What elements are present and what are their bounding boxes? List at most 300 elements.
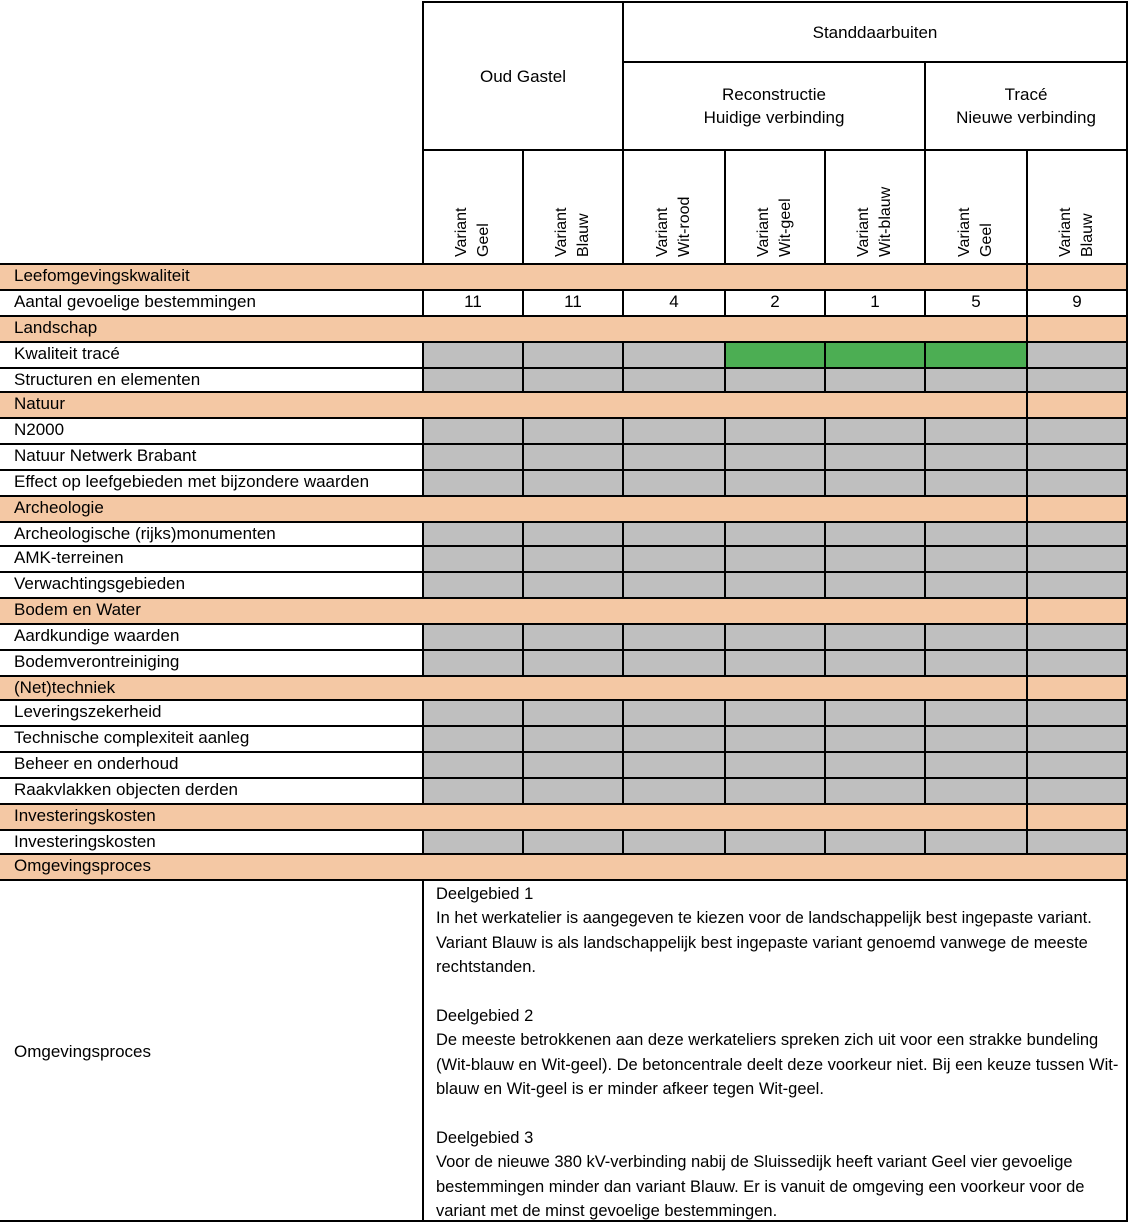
score-cell-grey (623, 624, 725, 650)
score-cell-grey (523, 368, 623, 392)
score-cell-grey (423, 342, 523, 368)
grid-line (422, 700, 424, 726)
grid-line (724, 624, 726, 650)
grid-line (622, 522, 624, 546)
score-cell-grey (925, 444, 1027, 470)
score-cell-grey (725, 752, 825, 778)
variant-header: Variant Wit-geel (755, 198, 794, 257)
score-cell-grey (925, 624, 1027, 650)
grid-line (724, 700, 726, 726)
score-cell-grey (725, 624, 825, 650)
score-cell-grey (1027, 418, 1127, 444)
score-cell-grey (423, 830, 523, 854)
score-cell-grey (925, 726, 1027, 752)
grid-line (0, 367, 1128, 369)
grid-line (0, 571, 1128, 573)
score-cell-grey (623, 726, 725, 752)
value-cell: 2 (770, 292, 780, 311)
score-cell-grey (725, 522, 825, 546)
grid-line (724, 726, 726, 752)
score-cell-grey (1027, 444, 1127, 470)
score-cell-grey (523, 830, 623, 854)
grid-line (522, 624, 524, 650)
grid-line (0, 751, 1128, 753)
score-cell-grey (825, 830, 925, 854)
grid-line (0, 675, 1128, 677)
grid-line (0, 777, 1128, 779)
grid-line (724, 752, 726, 778)
variant-header: Variant Blauw (553, 207, 592, 257)
score-cell-grey (523, 546, 623, 572)
score-cell-grey (623, 572, 725, 598)
criterion-label: Beheer en onderhoud (14, 754, 179, 773)
score-cell-grey (925, 368, 1027, 392)
score-cell-grey (423, 752, 523, 778)
grid-line (1026, 676, 1028, 700)
score-cell-grey (423, 700, 523, 726)
score-cell-grey (423, 726, 523, 752)
grid-line (622, 1, 624, 264)
score-cell-grey (423, 418, 523, 444)
omgeving-text: Deelgebied 1 In het werkatelier is aangegeven te kiezen voor de landschappelijk best ingepaste variant. Variant Blauw is als landschappelijk best ingepaste variant genoemd vanwege de meeste rechtstanden. Deelgebied 2 De meeste betrokkenen aan deze werkateliers spreken zich uit voor een strakke bundeling (Wit-blauw en Wit-geel). De betoncentrale deelt deze voorkeur niet. Bij een keuze tussen Wit-blauw en Wit-geel is er minder afkeer tegen Wit-geel. Deelgebied 3 Voor de nieuwe 380 kV-verbinding nabij de Sluissedijk heeft variant Geel vier gevoelige bestemmingen minder dan variant Blauw. Er is vanuit de omgeving een voorkeur voor de variant met de minst gevoelige bestemmingen. (436, 885, 1119, 1221)
score-cell-grey (523, 624, 623, 650)
score-cell-grey (925, 470, 1027, 496)
score-cell-grey (623, 752, 725, 778)
score-cell-grey (825, 444, 925, 470)
grid-line (622, 700, 624, 726)
grid-line (1026, 778, 1028, 804)
grid-line (622, 624, 624, 650)
score-cell-grey (523, 572, 623, 598)
grid-line (522, 470, 524, 496)
grid-line (423, 1, 1128, 3)
score-cell-grey (423, 572, 523, 598)
score-cell-grey (623, 444, 725, 470)
grid-line (724, 470, 726, 496)
grid-line (824, 546, 826, 572)
variant-header: Variant Blauw (1057, 207, 1096, 257)
grid-line (422, 572, 424, 598)
grid-line (1026, 650, 1028, 676)
grid-line (522, 572, 524, 598)
score-cell-grey (523, 522, 623, 546)
grid-line (0, 443, 1128, 445)
value-cell: 11 (464, 292, 482, 311)
score-cell-grey (623, 546, 725, 572)
grid-line (1026, 392, 1028, 418)
grid-line (724, 522, 726, 546)
grid-line (622, 418, 624, 444)
score-cell-grey (725, 470, 825, 496)
grid-line (824, 830, 826, 854)
score-cell-grey (1027, 650, 1127, 676)
grid-line (423, 149, 1128, 151)
score-cell-grey (1027, 572, 1127, 598)
grid-line (0, 417, 1128, 419)
grid-line (924, 700, 926, 726)
grid-line (1026, 444, 1028, 470)
grid-line (422, 624, 424, 650)
grid-line (924, 778, 926, 804)
score-cell-grey (523, 470, 623, 496)
grid-line (0, 803, 1128, 805)
value-cell: 11 (564, 292, 582, 311)
score-cell-grey (623, 368, 725, 392)
grid-line (724, 830, 726, 854)
grid-line (422, 418, 424, 444)
score-cell-grey (523, 418, 623, 444)
score-cell-grey (725, 778, 825, 804)
criterion-label: Technische complexiteit aanleg (14, 728, 250, 747)
grid-line (1026, 804, 1028, 830)
score-cell-grey (523, 342, 623, 368)
value-cell: 9 (1072, 292, 1082, 311)
grid-line (824, 778, 826, 804)
grid-line (924, 726, 926, 752)
score-cell-grey (725, 650, 825, 676)
grid-line (1026, 470, 1028, 496)
grid-line (824, 624, 826, 650)
grid-line (0, 879, 1128, 881)
omgeving-label: Omgevingsproces (14, 1041, 152, 1061)
score-cell-grey (523, 444, 623, 470)
grid-line (422, 444, 424, 470)
grid-line (0, 521, 1128, 523)
grid-line (622, 546, 624, 572)
grid-line (824, 700, 826, 726)
grid-line (0, 263, 1128, 265)
grid-line (0, 469, 1128, 471)
grid-line (422, 522, 424, 546)
score-cell-grey (523, 700, 623, 726)
score-cell-grey (523, 726, 623, 752)
grid-line (422, 546, 424, 572)
grid-line (0, 495, 1128, 497)
criterion-label: Investeringskosten (14, 832, 156, 851)
grid-line (824, 470, 826, 496)
header-reconstructie: Reconstructie Huidige verbinding (703, 85, 845, 127)
score-cell-grey (1027, 368, 1127, 392)
grid-line (1026, 496, 1028, 522)
grid-line (0, 341, 1128, 343)
grid-line (824, 149, 826, 264)
score-cell-grey (423, 470, 523, 496)
score-cell-grey (623, 522, 725, 546)
grid-line (1026, 264, 1028, 290)
grid-line (1026, 418, 1028, 444)
score-cell-grey (825, 778, 925, 804)
score-cell-grey (423, 778, 523, 804)
score-cell-grey (925, 700, 1027, 726)
grid-line (622, 726, 624, 752)
score-cell-grey (1027, 778, 1127, 804)
criterion-label: Bodemverontreiniging (14, 652, 180, 671)
score-cell-grey (825, 700, 925, 726)
grid-line (924, 418, 926, 444)
score-cell-grey (725, 368, 825, 392)
score-cell-grey (925, 830, 1027, 854)
grid-line (422, 778, 424, 804)
grid-line (0, 623, 1128, 625)
score-cell-grey (1027, 342, 1127, 368)
score-cell-grey (725, 830, 825, 854)
score-cell-grey (423, 650, 523, 676)
header-oud-gastel: Oud Gastel (480, 66, 566, 86)
grid-line (522, 650, 524, 676)
grid-line (724, 290, 726, 316)
grid-line (522, 700, 524, 726)
grid-line (1026, 316, 1028, 342)
grid-line (1026, 830, 1028, 854)
section-label: Archeologie (14, 498, 104, 517)
grid-line (1026, 624, 1028, 650)
section-label: Investeringskosten (14, 806, 156, 825)
criterion-label: Archeologische (rijks)monumenten (14, 524, 276, 543)
criterion-label: Leveringszekerheid (14, 702, 162, 721)
grid-line (824, 650, 826, 676)
score-cell-grey (623, 470, 725, 496)
grid-line (924, 444, 926, 470)
score-cell-grey (925, 418, 1027, 444)
score-cell-grey (925, 572, 1027, 598)
score-cell-grey (1027, 830, 1127, 854)
grid-line (824, 342, 826, 368)
section-label: Omgevingsproces (14, 856, 152, 875)
score-cell-grey (725, 546, 825, 572)
grid-line (622, 470, 624, 496)
grid-line (824, 752, 826, 778)
grid-line (724, 418, 726, 444)
score-cell-grey (725, 418, 825, 444)
score-cell-grey (825, 624, 925, 650)
grid-line (0, 289, 1128, 291)
grid-line (824, 444, 826, 470)
grid-line (0, 597, 1128, 599)
section-label: Leefomgevingskwaliteit (14, 266, 190, 285)
grid-line (522, 830, 524, 854)
score-cell-grey (825, 546, 925, 572)
grid-line (924, 624, 926, 650)
grid-line (623, 61, 1128, 63)
omgeving-label-cell (0, 880, 423, 1222)
grid-line (924, 368, 926, 392)
grid-line (622, 650, 624, 676)
grid-line (1026, 572, 1028, 598)
criterion-label: Raakvlakken objecten derden (14, 780, 238, 799)
grid-line (824, 726, 826, 752)
grid-line (0, 829, 1128, 831)
score-cell-grey (623, 650, 725, 676)
score-cell-grey (725, 572, 825, 598)
score-cell-grey (523, 778, 623, 804)
header-standdaarbuiten: Standdaarbuiten (812, 22, 938, 42)
score-cell-grey (825, 650, 925, 676)
grid-line (924, 342, 926, 368)
value-cell: 5 (971, 292, 981, 311)
section-label: Bodem en Water (14, 600, 141, 619)
grid-line (0, 725, 1128, 727)
criterion-label: Verwachtingsgebieden (14, 574, 186, 593)
grid-line (724, 778, 726, 804)
grid-line (522, 778, 524, 804)
grid-line (522, 368, 524, 392)
grid-line (422, 880, 424, 1222)
section-label: Landschap (14, 318, 98, 337)
grid-line (422, 290, 424, 316)
variant-header: Variant Wit-rood (654, 196, 693, 257)
score-cell-grey (725, 726, 825, 752)
score-cell-grey (925, 546, 1027, 572)
score-cell-grey (1027, 624, 1127, 650)
grid-line (924, 830, 926, 854)
score-cell-grey (725, 444, 825, 470)
score-cell-grey (825, 572, 925, 598)
grid-line (1026, 342, 1028, 368)
variant-header: Variant Geel (453, 207, 492, 257)
score-cell-grey (423, 368, 523, 392)
score-cell-grey (423, 546, 523, 572)
value-cell: 1 (870, 292, 880, 311)
score-cell-grey (423, 624, 523, 650)
section-label: (Net)techniek (14, 678, 116, 697)
score-cell-grey (925, 778, 1027, 804)
score-cell-grey (825, 752, 925, 778)
grid-line (824, 290, 826, 316)
criterion-label: Natuur Netwerk Brabant (14, 446, 197, 465)
grid-line (622, 342, 624, 368)
grid-line (724, 444, 726, 470)
grid-line (1026, 149, 1028, 264)
score-cell-grey (825, 368, 925, 392)
score-cell-grey (623, 418, 725, 444)
grid-line (1026, 752, 1028, 778)
grid-line (824, 368, 826, 392)
grid-line (924, 522, 926, 546)
grid-line (422, 1, 424, 264)
criterion-label: Aardkundige waarden (14, 626, 180, 645)
grid-line (422, 650, 424, 676)
grid-line (422, 830, 424, 854)
criterion-label: Aantal gevoelige bestemmingen (14, 292, 256, 311)
score-cell-green (925, 342, 1027, 368)
score-cell-grey (1027, 700, 1127, 726)
grid-line (1026, 368, 1028, 392)
grid-line (522, 444, 524, 470)
grid-line (0, 315, 1128, 317)
grid-line (924, 61, 926, 264)
score-cell-green (725, 342, 825, 368)
grid-line (422, 726, 424, 752)
section-label: Natuur (14, 394, 66, 413)
grid-line (0, 649, 1128, 651)
grid-line (522, 342, 524, 368)
grid-line (522, 546, 524, 572)
grid-line (1026, 546, 1028, 572)
score-cell-grey (725, 700, 825, 726)
grid-line (0, 853, 1128, 855)
score-cell-grey (423, 522, 523, 546)
criterion-label: N2000 (14, 420, 65, 439)
grid-line (1026, 700, 1028, 726)
grid-line (724, 546, 726, 572)
grid-line (522, 149, 524, 264)
grid-line (0, 699, 1128, 701)
grid-line (1026, 598, 1028, 624)
grid-line (622, 778, 624, 804)
score-cell-grey (623, 342, 725, 368)
grid-line (422, 470, 424, 496)
grid-line (522, 418, 524, 444)
grid-line (622, 444, 624, 470)
grid-line (622, 830, 624, 854)
grid-line (522, 752, 524, 778)
grid-line (924, 290, 926, 316)
grid-line (422, 368, 424, 392)
grid-line (1026, 726, 1028, 752)
score-cell-grey (1027, 470, 1127, 496)
header-trace: Tracé Nieuwe verbinding (956, 85, 1096, 127)
score-cell-grey (1027, 522, 1127, 546)
grid-line (0, 545, 1128, 547)
grid-line (422, 342, 424, 368)
grid-line (924, 572, 926, 598)
grid-line (422, 752, 424, 778)
grid-line (724, 650, 726, 676)
score-cell-grey (825, 726, 925, 752)
score-cell-grey (925, 752, 1027, 778)
score-cell-green (825, 342, 925, 368)
score-cell-grey (1027, 726, 1127, 752)
score-cell-grey (1027, 546, 1127, 572)
score-cell-grey (925, 650, 1027, 676)
grid-line (724, 368, 726, 392)
grid-line (622, 368, 624, 392)
grid-line (522, 726, 524, 752)
score-cell-grey (825, 418, 925, 444)
criterion-label: Effect op leefgebieden met bijzondere waarden (14, 472, 370, 491)
grid-line (622, 572, 624, 598)
variant-header: Variant Wit-blauw (855, 186, 894, 257)
grid-line (724, 572, 726, 598)
score-cell-grey (825, 522, 925, 546)
score-cell-grey (623, 830, 725, 854)
grid-line (622, 290, 624, 316)
grid-line (724, 342, 726, 368)
criterion-label: AMK-terreinen (14, 548, 124, 567)
score-cell-grey (423, 444, 523, 470)
grid-line (824, 522, 826, 546)
value-cell: 4 (669, 292, 679, 311)
grid-line (522, 290, 524, 316)
grid-line (1026, 290, 1028, 316)
score-cell-grey (1027, 752, 1127, 778)
grid-line (724, 149, 726, 264)
grid-line (824, 418, 826, 444)
grid-line (924, 470, 926, 496)
score-cell-grey (925, 522, 1027, 546)
grid-line (622, 752, 624, 778)
grid-line (1026, 522, 1028, 546)
variant-header: Variant Geel (956, 207, 995, 257)
grid-line (824, 572, 826, 598)
grid-line (924, 650, 926, 676)
criterion-label: Kwaliteit tracé (14, 344, 120, 363)
grid-line (0, 391, 1128, 393)
grid-line (924, 546, 926, 572)
score-cell-grey (623, 700, 725, 726)
score-cell-grey (523, 650, 623, 676)
score-cell-grey (523, 752, 623, 778)
